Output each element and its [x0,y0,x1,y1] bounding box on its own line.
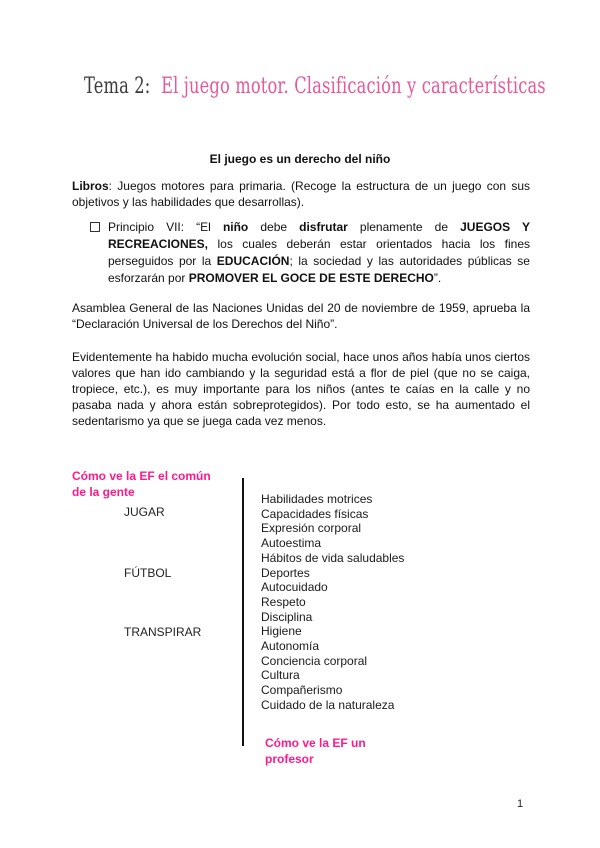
principle-bold: EDUCACIÓN [216,254,290,268]
list-item: Hábitos de vida saludables [261,550,405,565]
principle-run: ”. [433,271,442,285]
principle-run: ; la sociedad y las autoridades públicas se esforzarán por [108,254,530,285]
list-item: Cultura [261,668,300,683]
section-heading: El juego es un derecho del niño [209,152,391,166]
principle-bold: PROMOVER EL GOCE DE ESTE DERECHO [188,271,434,285]
list-item: Conciencia corporal [261,653,368,668]
list-item: Habilidades motrices [261,492,373,506]
list-item: Autonomía [261,639,320,654]
left-word-jugar: JUGAR [124,505,165,519]
principle-run: los cuales deberán estar orientados hacia los fines perseguidos por la [108,237,530,268]
list-item: Disciplina [261,609,313,624]
principle-bold: disfrutar [299,220,348,234]
list-item: Respeto [261,594,306,609]
divider-line [242,478,244,746]
left-word-futbol: FÚTBOL [124,566,172,580]
principle-bold: niño [222,220,249,234]
principle-item [90,219,530,287]
list-item: Cuidado de la naturaleza [261,697,395,712]
asamblea-paragraph: Asamblea General de las Naciones Unidas del 20 de noviembre de 1959, aprueba la “Declaración Universal de los Derechos del Niño”. [72,301,530,331]
principle-run: Principio VII: “El [108,220,223,234]
checkbox-bullet-icon [90,222,100,232]
list-item: Capacidades físicas [261,506,369,521]
list-item: Autoestima [261,536,322,551]
principle-run: debe [248,220,300,234]
evolution-paragraph: Evidentemente ha habido mucha evolución social, hace unos años había unos ciertos valores que han ido cambiando y la seguridad está a flor de piel (que no se caiga, tropiece, etc.), es muy importante para los niños (antes te caías en la calle y no pasaba nada y ahora están sobreprotegidos). Por todo esto, se ha aumentado el sedentarismo ya que se juega cada vez menos. [72,350,530,428]
list-item: Autocuidado [261,580,328,595]
libros-text: : Juegos motores para primaria. (Recoge la estructura de un juego con sus objetivos y las habilidades que desarrollas). [72,179,530,209]
principle-bold: JUEGOS Y RECREACIONES, [108,220,530,251]
left-column-header: Cómo ve la EF el común de la gente [72,469,211,499]
principle-run: plenamente de [347,220,461,234]
list-item: Deportes [261,565,310,580]
left-word-transpirar: TRANSPIRAR [124,625,202,639]
skills-list [261,492,404,713]
principle-text [108,219,530,287]
list-item: Compañerismo [261,683,343,698]
page-title [84,74,546,99]
list-item: Expresión corporal [261,521,362,536]
right-column-header: Cómo ve la EF un profesor [265,736,366,766]
page-number: 1 [517,798,524,810]
libros-paragraph [72,178,530,210]
list-item: Higiene [261,624,302,639]
topic-label: Tema 2: [84,74,151,99]
libros-label: Libros [72,179,109,193]
topic-title: El juego motor. Clasificación y características [161,74,546,99]
